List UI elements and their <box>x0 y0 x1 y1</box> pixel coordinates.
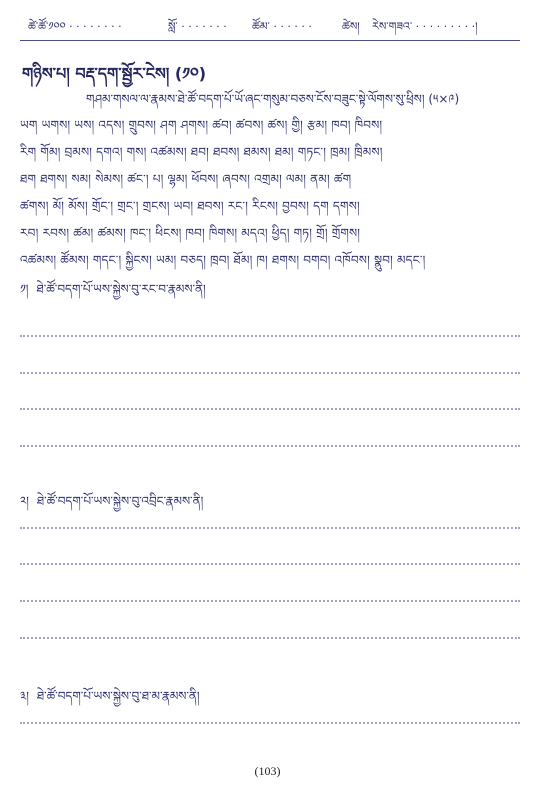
answer-line[interactable] <box>20 445 520 447</box>
section-title: གཉིས་པ། བརྡ་དག་སྦྱོར་ངེས། (༡༠) <box>22 64 207 83</box>
answer-line[interactable] <box>20 600 520 602</box>
header-fields <box>20 10 520 36</box>
question-text: ཐེ་ཚོ་བདག་པོ་ཡས་སྐྱེས་བུ་འབྲིང་རྣམས་ནི། <box>36 494 204 508</box>
word-line: རིག གོམ། བྲམས། དགའ། གས། འཚམས། ཐབ། ཐབས། ཐམས། ཐམ། གཏང་། ཁྲམ། ཁྲིམས། <box>20 145 383 159</box>
question-3 <box>20 683 200 717</box>
answer-line[interactable] <box>20 527 520 529</box>
answer-line[interactable] <box>20 563 520 565</box>
question-text: ཐེ་ཚོ་བདག་པོ་ཡས་སྐྱེས་བུ་ཐ་མ་རྣམས་ནི། <box>36 689 200 703</box>
question-2 <box>20 488 203 522</box>
answer-line[interactable] <box>20 722 520 724</box>
header-field-5: རེས་གཟའ་ · · · · · · · · ·། <box>372 20 478 33</box>
header-field-3: ཚོམ་ · · · · · · <box>252 20 312 33</box>
question-1 <box>20 276 206 310</box>
header-field-1: ཚེ་ཚོ་༡༠༠ · · · · · · · · <box>28 20 122 33</box>
header-divider <box>20 40 520 41</box>
word-line: འཚམས། ཚོམས། གདང་། སྐྱིངས། ཡམ། བཅད། ཁྲབ། ཐོམ། ཁ། ཐགས། བགབ། འཁོབས། སྣུབ། མདང་། <box>20 253 426 267</box>
question-number: ༢། <box>20 494 29 508</box>
page-number: (103) <box>254 764 281 778</box>
question-number: ༣། <box>20 689 29 703</box>
word-line: རབ། རབས། ཚམ། ཚམས། ཁང་། ཕིངས། ཁབ། ཁིགས། མདའ། ཕྱིད། གཏ། གྲོ། གྲོགས། <box>20 226 361 240</box>
instruction-text: གཤམ་གསལ་ལ་རྣམས་ཐེ་ཚོ་བདག་པོ་ཡོ་ཞང་གསུམ་བཅས་ངོས་བཟུང་སྟེ་ལོགས་སུ་ཕྲིས། (༥×༩) <box>86 92 460 106</box>
question-text: ཐེ་ཚོ་བདག་པོ་ཡས་སྐྱེས་བུ་རང་བ་རྣམས་ནི། <box>36 282 206 296</box>
word-list <box>20 112 520 274</box>
answer-line[interactable] <box>20 372 520 374</box>
word-line: ཚགས། མོ། མོས། གྲོང་། གྲང་། གྲངས། ཡབ། ཐབས། རང་། རིངས། བྱབས། དག དགས། <box>20 199 360 213</box>
answer-line[interactable] <box>20 408 520 410</box>
header-field-2: སློ་ · · · · · · · <box>168 20 227 33</box>
word-line: ཡག ཡགས། ཡས། འདས། གྲུབས། ཤག ཤགས། ཚབ། ཚབས། ཚས། གྱི། རྩམ། ཁབ། ཁིབས། <box>20 118 383 132</box>
answer-line[interactable] <box>20 335 520 337</box>
answer-line[interactable] <box>20 637 520 639</box>
header-field-4: ཚེས། <box>342 20 360 33</box>
question-number: ༡། <box>20 282 29 296</box>
word-line: ཐག ཐགས། སམ། སེམས། ཚང་། པ། ལྷམ། ཕོབས། ཞབས། འགྲམ། ལམ། ནམ། ཚག <box>20 172 352 186</box>
